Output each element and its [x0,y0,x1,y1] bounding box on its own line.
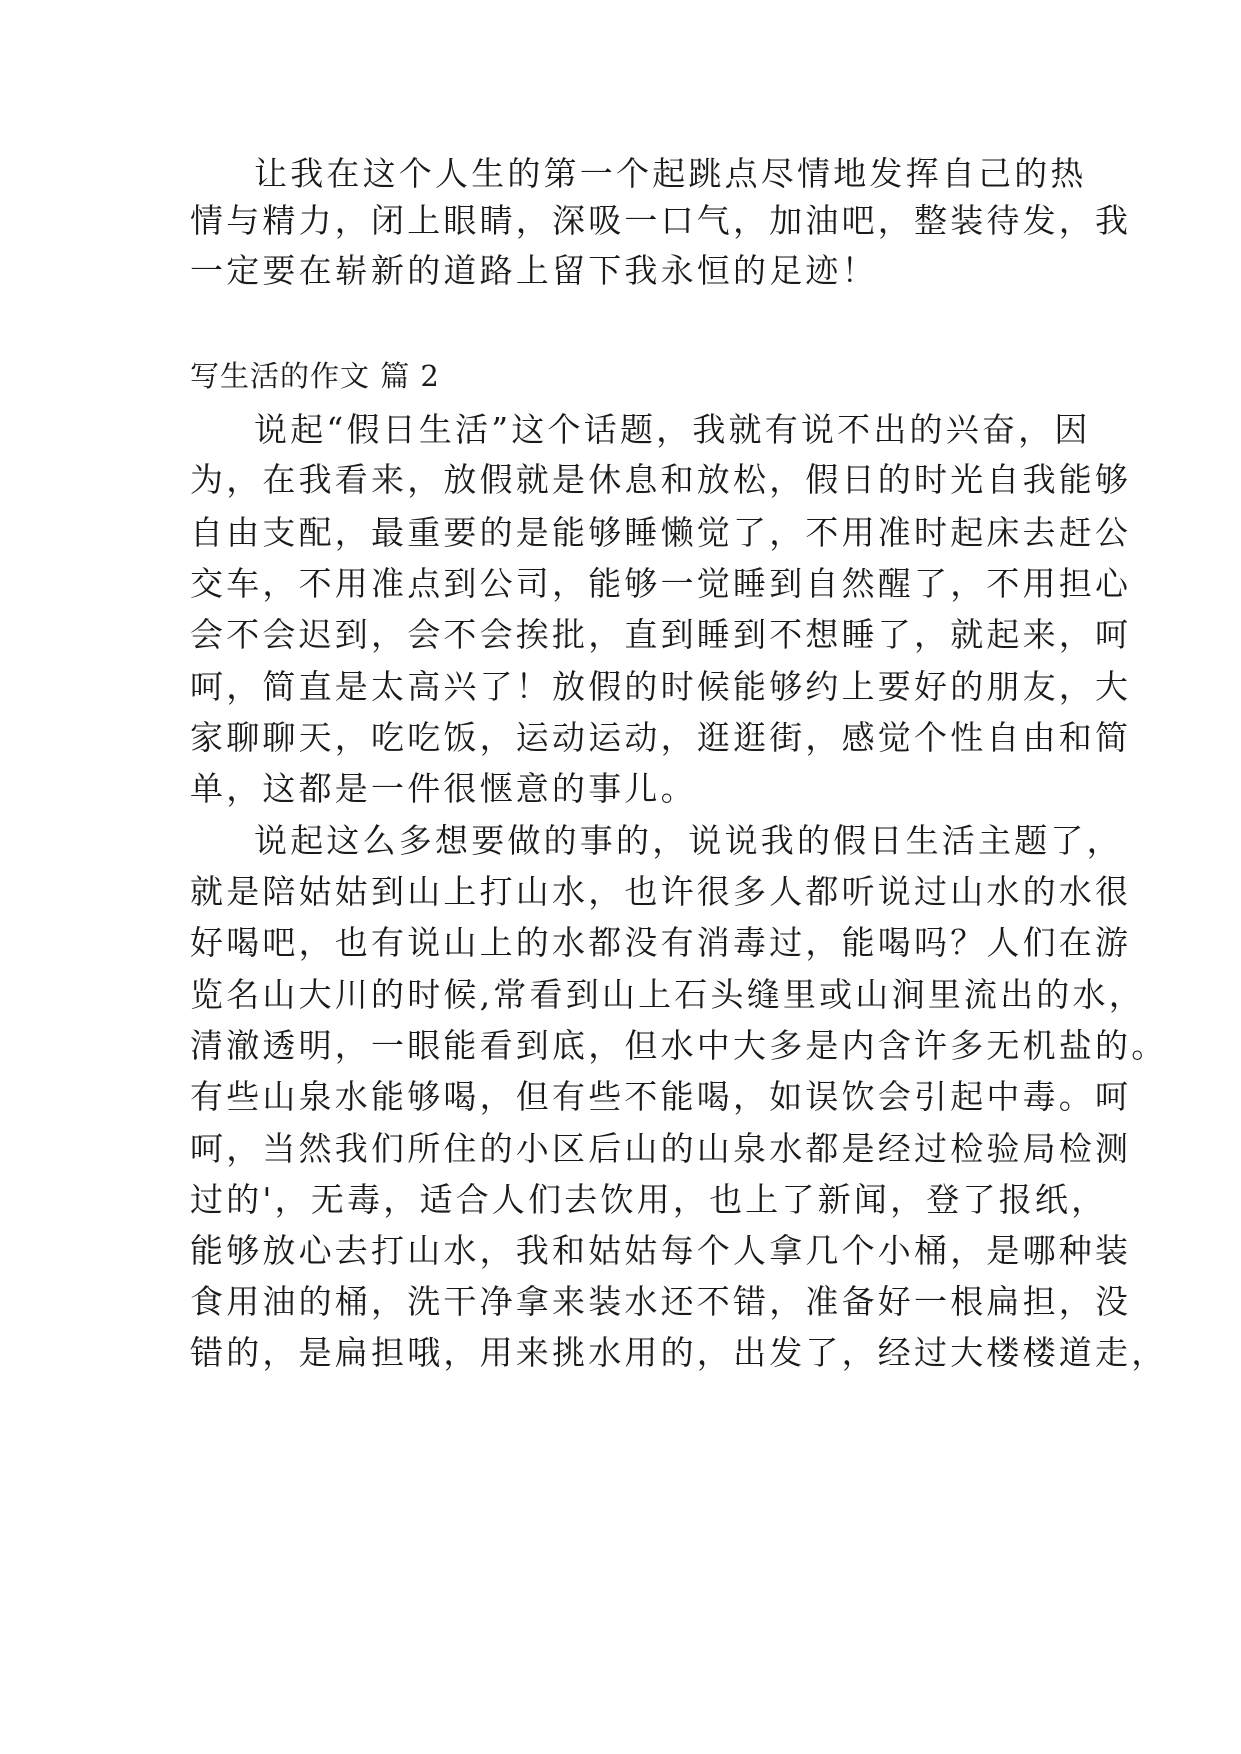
paragraph-1-line-1: 让我在这个人生的第一个起跳点尽情地发挥自己的热 [254,154,1087,193]
paragraph-2-line-3: 自由支配，最重要的是能够睡懒觉了，不用准时起床去赶公 [190,513,1132,552]
paragraph-2-line-1: 说起“假日生活”这个话题，我就有说不出的兴奋，因 [254,410,1091,449]
paragraph-2-line-8: 单，这都是一件很惬意的事儿。 [190,769,697,808]
section-heading: 写生活的作文 篇 2 [190,359,440,393]
paragraph-2-line-2: 为，在我看来，放假就是休息和放松，假日的时光自我能够 [190,460,1132,499]
paragraph-3-line-7: 呵，当然我们所住的小区后山的山泉水都是经过检验局检测 [190,1129,1132,1168]
paragraph-3-line-6: 有些山泉水能够喝，但有些不能喝，如误饮会引起中毒。呵 [190,1077,1132,1116]
paragraph-3-line-5: 清澈透明，一眼能看到底，但水中大多是内含许多无机盐的。 [190,1026,1168,1065]
paragraph-3-line-10: 食用油的桶，洗干净拿来装水还不错，准备好一根扁担，没 [190,1282,1132,1321]
paragraph-3-line-1: 说起这么多想要做的事的，说说我的假日生活主题了， [254,821,1123,860]
paragraph-3-line-8: 过的'，无毒，适合人们去饮用，也上了新闻，登了报纸， [190,1180,1108,1219]
paragraph-3-line-3: 好喝吧，也有说山上的水都没有消毒过，能喝吗？人们在游 [190,923,1132,962]
paragraph-2-line-6: 呵，简直是太高兴了！放假的时候能够约上要好的朋友，大 [190,667,1132,706]
paragraph-3-line-9: 能够放心去打山水，我和姑姑每个人拿几个小桶，是哪种装 [190,1231,1132,1270]
paragraph-2-line-4: 交车，不用准点到公司，能够一觉睡到自然醒了，不用担心 [190,564,1132,603]
paragraph-1-line-2: 情与精力，闭上眼睛，深吸一口气，加油吧，整装待发，我 [190,201,1132,240]
paragraph-1-line-3: 一定要在崭新的道路上留下我永恒的足迹！ [190,251,878,290]
paragraph-2-line-7: 家聊聊天，吃吃饭，运动运动，逛逛街，感觉个性自由和简 [190,718,1132,757]
paragraph-3-line-11: 错的，是扁担哦，用来挑水用的，出发了，经过大楼楼道走， [190,1333,1168,1372]
paragraph-3-line-4: 览名山大川的时候,常看到山上石头缝里或山涧里流出的水， [190,975,1145,1014]
paragraph-3-line-2: 就是陪姑姑到山上打山水，也许很多人都听说过山水的水很 [190,872,1132,911]
paragraph-2-line-5: 会不会迟到，会不会挨批，直到睡到不想睡了，就起来，呵 [190,615,1132,654]
